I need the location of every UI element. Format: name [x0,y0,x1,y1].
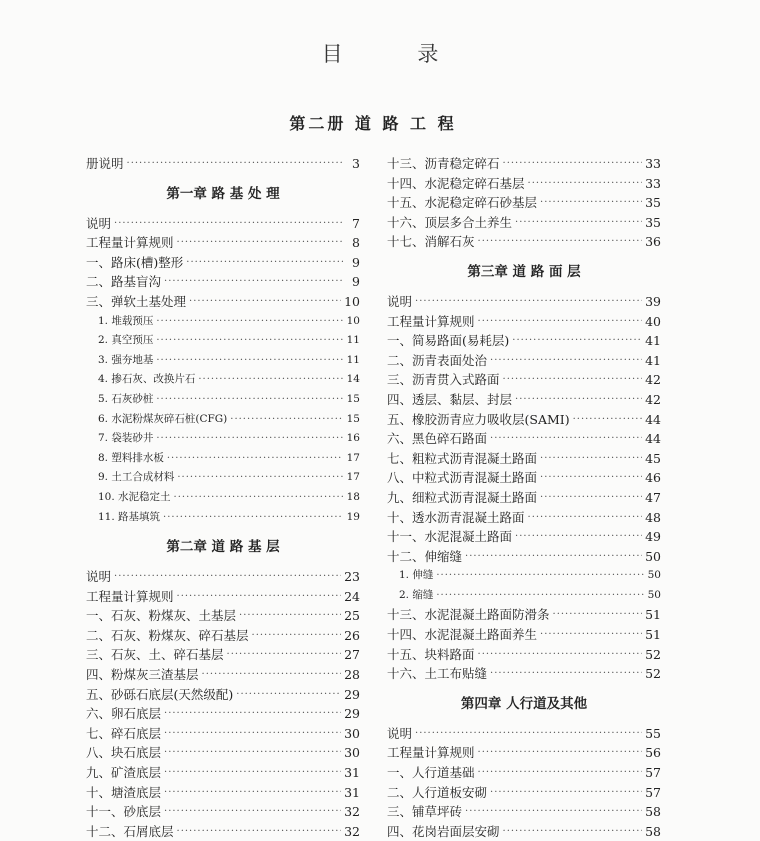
toc-entry[interactable] [387,724,661,744]
entry-title: 工程量计算规则 [387,745,475,761]
toc-subentry[interactable] [387,586,661,606]
entry-title: 说明 [86,569,112,585]
page-number: 7 [352,215,360,231]
page-number: 19 [346,510,360,523]
page-number: 25 [344,608,360,624]
dot-leader [114,214,343,234]
page-number: 10 [344,293,360,309]
entry-title: 工程量计算规则 [86,588,174,604]
dot-leader [478,645,643,665]
page-number: 24 [344,588,360,604]
entry-title: 五、砂砾石底层(天然级配) [86,686,234,702]
toc-entry[interactable] [387,351,661,371]
page-number: 52 [645,666,661,682]
page-number: 46 [645,470,661,486]
dot-leader [528,174,643,194]
entry-title: 说明 [387,725,413,741]
entry-title: 三、石灰、土、碎石基层 [86,647,224,663]
toc-entry[interactable] [86,645,360,665]
toc-subentry[interactable] [86,468,360,488]
entry-title: 十一、水泥混凝土路面 [387,529,513,545]
toc-entry[interactable] [86,665,360,685]
toc-entry[interactable] [86,214,360,234]
toc-column-left [86,154,360,841]
toc-entry[interactable] [387,174,661,194]
entry-title: 七、粗粒式沥青混凝土路面 [387,450,538,466]
dot-leader [490,783,642,803]
entry-title: 四、透层、黏层、封层 [387,391,513,407]
toc-entry[interactable] [387,508,661,528]
page-number: 30 [344,725,360,741]
dot-leader [177,822,342,841]
toc-entry[interactable] [86,783,360,803]
dot-leader [540,468,642,488]
entry-title: 十五、块料路面 [387,646,475,662]
entry-title: 三、弹软土基处理 [86,293,187,309]
dot-leader [164,763,341,783]
entry-title: 十六、顶层多合土养生 [387,214,513,230]
toc-subentry[interactable] [86,410,360,430]
dot-leader [490,664,642,684]
toc-column-right [387,154,661,841]
toc-entry[interactable] [86,587,360,607]
dot-leader [515,213,642,233]
page-title: 目 录 [321,42,473,66]
dot-leader [198,370,343,390]
toc-entry[interactable] [86,253,360,273]
entry-title: 十二、伸缩缝 [387,548,463,564]
toc-subentry[interactable] [86,351,360,371]
toc-entry[interactable] [387,331,661,351]
toc-entry[interactable] [387,802,661,822]
toc-entry[interactable] [86,704,360,724]
toc-subentry[interactable] [86,390,360,410]
toc-entry[interactable] [387,783,661,803]
toc-subentry[interactable] [387,566,661,586]
page-number: 10 [346,314,360,327]
toc-entry[interactable] [387,232,661,252]
page-number: 45 [645,450,661,466]
page-number: 56 [645,745,661,761]
page-number: 42 [645,391,661,407]
entry-title: 2. 真空预压 [98,334,154,347]
dot-leader [156,390,343,410]
dot-leader [512,331,642,351]
dot-leader [230,410,343,430]
toc-entry[interactable] [86,626,360,646]
dot-leader [436,586,644,606]
toc-entry[interactable] [387,390,661,410]
toc-entry[interactable] [86,743,360,763]
entry-title: 1. 堆载预压 [98,314,154,327]
toc-entry[interactable] [387,763,661,783]
page-number: 48 [645,509,661,525]
dot-leader [515,390,642,410]
dot-leader [415,292,642,312]
page-number: 50 [645,548,661,564]
page-number: 27 [344,647,360,663]
entry-title: 二、石灰、粉煤灰、碎石基层 [86,627,249,643]
entry-title: 4. 掺石灰、改换片石 [98,373,196,386]
entry-title: 8. 塑料排水板 [98,451,164,464]
entry-title: 二、沥青表面处治 [387,352,488,368]
entry-title: 三、沥青贯入式路面 [387,372,500,388]
volume-title: 第二册 道 路 工 程 [289,114,457,133]
entry-title: 十五、水泥稳定碎石砂基层 [387,195,538,211]
entry-title: 十四、水泥混凝土路面养生 [387,627,538,643]
entry-title: 3. 强夯地基 [98,353,154,366]
dot-leader [164,802,341,822]
page-number: 44 [645,431,661,447]
toc-entry[interactable] [387,449,661,469]
dot-leader [478,763,643,783]
dot-leader [177,468,343,488]
toc-entry[interactable] [86,272,360,292]
page-number: 15 [346,392,360,405]
entry-title: 六、卵石底层 [86,706,162,722]
dot-leader [239,606,341,626]
toc-entry[interactable] [387,547,661,567]
dot-leader [540,193,642,213]
page-number: 35 [645,214,661,230]
page-number: 31 [344,784,360,800]
dot-leader [163,508,343,528]
dot-leader [236,685,341,705]
dot-leader [503,822,643,841]
toc-subentry[interactable] [86,331,360,351]
entry-title: 一、路床(槽)整形 [86,254,184,270]
entry-title: 7. 袋装砂井 [98,432,154,445]
page-number: 51 [645,627,661,643]
toc-entry[interactable] [387,410,661,430]
dot-leader [202,665,342,685]
page-number: 51 [645,607,661,623]
toc-entry[interactable] [86,233,360,253]
page-number: 58 [645,823,661,839]
dot-leader [436,566,644,586]
dot-leader [503,370,643,390]
page-number: 44 [645,411,661,427]
page-number: 52 [645,646,661,662]
page-number: 33 [645,156,661,171]
page-number: 18 [346,490,360,503]
entry-title: 二、路基盲沟 [86,274,162,290]
toc-entry[interactable] [387,312,661,332]
entry-title: 2. 缩缝 [399,588,434,601]
dot-leader [156,331,343,351]
toc-entry[interactable] [387,429,661,449]
entry-title: 十七、消解石灰 [387,234,475,250]
dot-leader [156,312,343,332]
page-number: 11 [346,353,360,366]
dot-leader [415,724,642,744]
toc-entry[interactable] [387,743,661,763]
page-number: 47 [645,489,661,505]
dot-leader [553,605,643,625]
entry-title: 工程量计算规则 [86,235,174,251]
entry-title: 5. 石灰砂桩 [98,392,154,405]
page-number: 9 [352,274,360,290]
dot-leader [465,547,642,567]
entry-title: 一、人行道基础 [387,765,475,781]
dot-leader [164,724,341,744]
toc-entry[interactable] [387,625,661,645]
entry-title: 一、简易路面(易耗层) [387,333,510,349]
dot-leader [127,154,343,174]
page-number: 28 [344,667,360,683]
toc-subentry[interactable] [86,508,360,528]
toc-entry[interactable] [387,154,661,174]
page-number: 8 [352,235,360,251]
toc-entry[interactable] [387,370,661,390]
dot-leader [156,351,343,371]
chapter-heading: 第一章 路 基 处 理 [166,185,280,202]
page-number: 50 [647,588,661,601]
dot-leader [503,154,643,174]
entry-title: 七、碎石底层 [86,725,162,741]
dot-leader [186,253,343,273]
dot-leader [114,567,341,587]
page-number: 41 [645,333,661,349]
page-number: 39 [645,293,661,309]
toc-subentry[interactable] [86,312,360,332]
entry-title: 四、粉煤灰三渣基层 [86,667,199,683]
page-number: 31 [344,765,360,781]
page-number: 32 [344,823,360,839]
dot-leader [164,704,341,724]
page-number: 14 [346,373,360,386]
dot-leader [540,488,642,508]
entry-title: 六、黑色碎石路面 [387,431,488,447]
dot-leader [189,292,341,312]
entry-title: 九、细粒式沥青混凝土路面 [387,489,538,505]
entry-title: 说明 [86,215,112,231]
entry-title: 十、透水沥青混凝土路面 [387,509,525,525]
dot-leader [164,743,341,763]
toc-entry[interactable] [387,645,661,665]
page-number: 29 [344,686,360,702]
dot-leader [177,587,342,607]
page-number: 23 [344,569,360,585]
page-number: 58 [645,804,661,820]
entry-title: 八、块石底层 [86,745,162,761]
toc-subentry[interactable] [86,429,360,449]
toc-subentry[interactable] [86,488,360,508]
toc-entry[interactable] [387,193,661,213]
page-number: 49 [645,529,661,545]
entry-title: 11. 路基填筑 [98,510,161,523]
page-number: 30 [344,745,360,761]
entry-title: 九、矿渣底层 [86,765,162,781]
dot-leader [478,312,643,332]
dot-leader [177,233,343,253]
entry-title: 工程量计算规则 [387,313,475,329]
page-number: 41 [645,352,661,368]
toc-entry[interactable] [86,606,360,626]
page-number: 15 [346,412,360,425]
chapter-heading: 第四章 人行道及其他 [460,695,588,712]
page-number: 3 [352,156,360,171]
page-number: 17 [346,471,360,484]
entry-title: 一、石灰、粉煤灰、土基层 [86,608,237,624]
page-number: 42 [645,372,661,388]
toc-entry[interactable] [387,605,661,625]
entry-title: 十四、水泥稳定碎石基层 [387,175,525,191]
toc-entry[interactable] [387,488,661,508]
page-number: 26 [344,627,360,643]
dot-leader [465,802,642,822]
page-number: 17 [346,451,360,464]
dot-leader [573,410,643,430]
page-number: 57 [645,784,661,800]
page-number: 33 [645,175,661,191]
dot-leader [490,429,642,449]
dot-leader [167,449,343,469]
toc-entry[interactable] [387,664,661,684]
page-number: 16 [346,432,360,445]
toc-entry[interactable] [86,822,360,841]
toc-subentry[interactable] [86,449,360,469]
page-number: 9 [352,254,360,270]
entry-title: 三、铺草坪砖 [387,804,463,820]
page-number: 50 [647,569,661,582]
entry-title: 十三、沥青稳定碎石 [387,156,500,171]
dot-leader [478,232,643,252]
entry-title: 9. 土工合成材料 [98,471,175,484]
dot-leader [528,508,643,528]
page-number: 40 [645,313,661,329]
page-number: 35 [645,195,661,211]
page-number: 36 [645,234,661,250]
toc-entry[interactable] [387,292,661,312]
page-number: 11 [346,334,360,347]
entry-title: 十六、土工布贴缝 [387,666,488,682]
dot-leader [156,429,343,449]
toc-entry[interactable] [86,292,360,312]
dot-leader [174,488,343,508]
entry-title: 10. 水泥稳定土 [98,490,171,503]
entry-title: 十、塘渣底层 [86,784,162,800]
entry-title: 十一、砂底层 [86,804,162,820]
entry-title: 二、人行道板安砌 [387,784,488,800]
toc-entry[interactable] [86,567,360,587]
entry-title: 八、中粒式沥青混凝土路面 [387,470,538,486]
entry-title: 1. 伸缝 [399,569,434,582]
entry-title: 十三、水泥混凝土路面防滑条 [387,607,550,623]
chapter-heading: 第二章 道 路 基 层 [166,539,280,556]
entry-title: 册说明 [86,156,124,171]
entry-title: 6. 水泥粉煤灰碎石桩(CFG) [98,412,228,425]
page-number: 29 [344,706,360,722]
toc-subentry[interactable] [86,370,360,390]
entry-title: 十二、石屑底层 [86,823,174,839]
toc-entry[interactable] [387,468,661,488]
toc-entry[interactable] [86,685,360,705]
toc-entry[interactable] [86,802,360,822]
dot-leader [164,783,341,803]
chapter-heading: 第三章 道 路 面 层 [467,263,581,280]
page-number: 55 [645,725,661,741]
toc-entry[interactable] [86,763,360,783]
dot-leader [252,626,342,646]
entry-title: 四、花岗岩面层安砌 [387,823,500,839]
toc-entry[interactable] [86,724,360,744]
dot-leader [540,625,642,645]
page-number: 57 [645,765,661,781]
toc-entry[interactable] [387,822,661,841]
dot-leader [490,351,642,371]
dot-leader [227,645,342,665]
dot-leader [164,272,343,292]
entry-title: 说明 [387,293,413,309]
page-number: 32 [344,804,360,820]
toc-entry[interactable] [86,154,360,174]
dot-leader [478,743,643,763]
entry-title: 五、橡胶沥青应力吸收层(SAMI) [387,411,570,427]
dot-leader [540,449,642,469]
toc-entry[interactable] [387,213,661,233]
dot-leader [515,527,642,547]
toc-entry[interactable] [387,527,661,547]
